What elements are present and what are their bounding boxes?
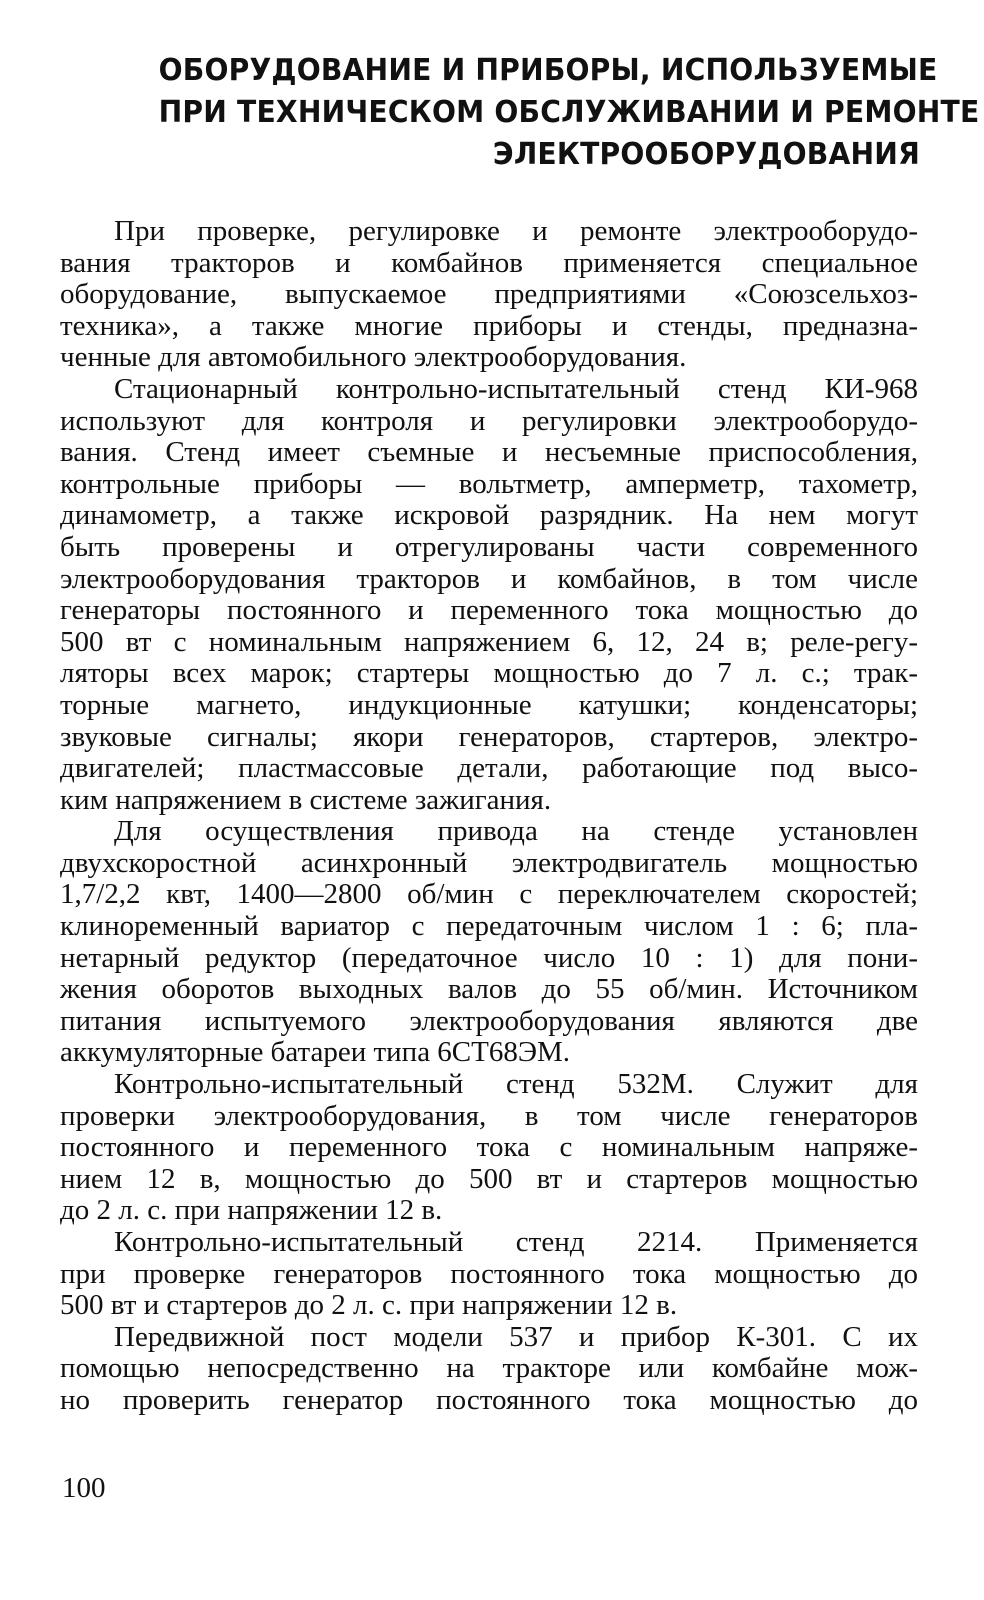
- text-line: при проверке генераторов постоянного тока мощностью до: [60, 1257, 918, 1290]
- text-line: Для осуществления привода на стенде установлен: [114, 815, 918, 848]
- text-line: техника», а также многие приборы и стенды, предназна-: [60, 309, 918, 342]
- text-line: используют для контроля и регулировки электрооборудо-: [60, 404, 918, 437]
- text-line: 500 вт с номинальным напряжением 6, 12, 24 в; реле-регу-: [60, 625, 918, 658]
- body-text: [60, 216, 918, 1417]
- text-line: постоянного и переменного тока с номинальным напряже-: [60, 1131, 918, 1164]
- text-line: ким напряжением в системе зажигания.: [60, 783, 552, 816]
- text-line: оборудование, выпускаемое предприятиями «Союзсельхоз-: [60, 278, 918, 311]
- heading-line-1: ОБОРУДОВАНИЕ И ПРИБОРЫ, ИСПОЛЬЗУЕМЫЕ: [158, 53, 938, 88]
- paragraph: [60, 374, 918, 816]
- heading-line-3: ЭЛЕКТРООБОРУДОВАНИЯ: [492, 137, 920, 172]
- text-line: быть проверены и отрегулированы части современного: [60, 530, 918, 563]
- text-line: нием 12 в, мощностью до 500 вт и стартеров мощностью: [60, 1162, 918, 1195]
- text-line: аккумуляторные батареи типа 6СТ68ЭМ.: [60, 1036, 571, 1069]
- text-line: звуковые сигналы; якори генераторов, стартеров, электро-: [60, 720, 918, 753]
- text-line: динамометр, а также искровой разрядник. На нем могут: [60, 499, 918, 532]
- text-line: 500 вт и стартеров до 2 л. с. при напряжении 12 в.: [60, 1289, 678, 1322]
- text-line: При проверке, регулировке и ремонте электрооборудо-: [114, 215, 918, 247]
- text-line: вания. Стенд имеет съемные и несъемные приспособления,: [60, 436, 918, 469]
- text-line: ченные для автомобильного электрооборудования.: [60, 341, 687, 374]
- text-line: проверки электрооборудования, в том числе генераторов: [60, 1099, 918, 1132]
- paragraph: [60, 816, 918, 1069]
- text-line: электрооборудования тракторов и комбайнов, в том числе: [60, 562, 918, 595]
- paragraph: [60, 216, 918, 374]
- paragraph: [60, 1069, 918, 1227]
- text-line: Стационарный контрольно-испытательный стенд КИ-968: [114, 372, 918, 405]
- text-line: нетарный редуктор (передаточное число 10 : 1) для пони-: [60, 941, 918, 974]
- text-line: но проверить генератор постоянного тока мощностью до: [60, 1383, 918, 1416]
- text-line: двигателей; пластмассовые детали, работающие под высо-: [60, 752, 918, 785]
- text-line: ляторы всех марок; стартеры мощностью до 7 л. с.; трак-: [60, 657, 918, 690]
- text-line: клиноременный вариатор с передаточным числом 1 : 6; пла-: [60, 910, 918, 943]
- paragraph: [60, 1322, 918, 1417]
- text-line: помощью непосредственно на тракторе или комбайне мож-: [60, 1352, 918, 1385]
- text-line: питания испытуемого электрооборудования являются две: [60, 1004, 918, 1037]
- text-line: контрольные приборы — вольтметр, амперметр, тахометр,: [60, 467, 918, 500]
- text-line: генераторы постоянного и переменного тока мощностью до: [60, 594, 918, 627]
- text-line: Передвижной пост модели 537 и прибор К-301. С их: [114, 1320, 918, 1353]
- heading-line-2: ПРИ ТЕХНИЧЕСКОМ ОБСЛУЖИВАНИИ И РЕМОНТЕ: [158, 95, 980, 130]
- text-line: торные магнето, индукционные катушки; конденсаторы;: [60, 688, 918, 721]
- text-line: 1,7/2,2 квт, 1400—2800 об/мин с переключателем скоростей;: [60, 878, 918, 911]
- text-line: вания тракторов и комбайнов применяется специальное: [60, 246, 918, 279]
- text-line: жения оборотов выходных валов до 55 об/мин. Источником: [60, 973, 918, 1006]
- text-line: Контрольно-испытательный стенд 2214. Применяется: [114, 1226, 918, 1258]
- text-line: двухскоростной асинхронный электродвигатель мощностью: [60, 846, 918, 879]
- text-line: Контрольно-испытательный стенд 532М. Служит для: [114, 1068, 918, 1101]
- text-line: до 2 л. с. при напряжении 12 в.: [60, 1194, 443, 1227]
- paragraph: [60, 1227, 918, 1322]
- page-number: 100: [62, 1472, 106, 1504]
- section-heading: [158, 50, 980, 176]
